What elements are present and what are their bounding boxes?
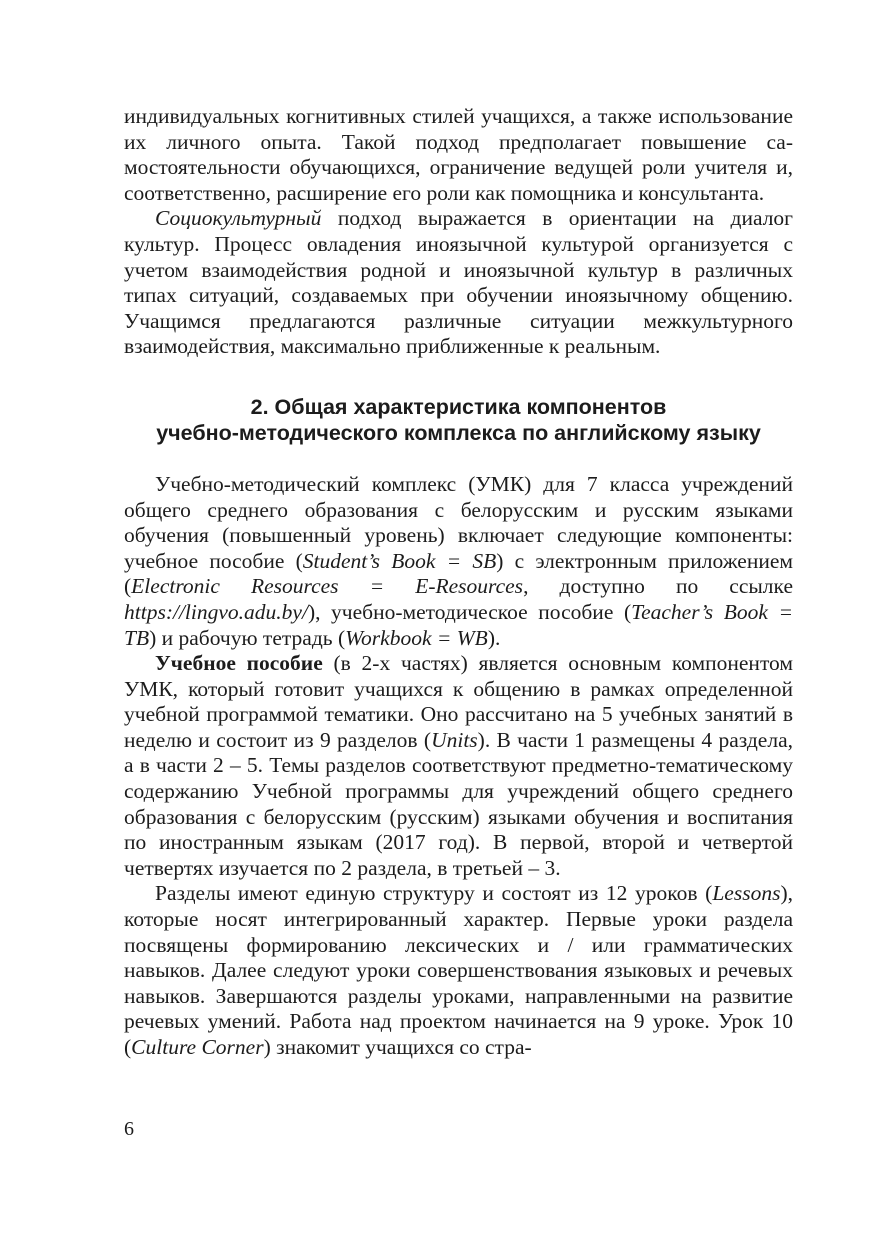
section-heading-line-1: 2. Общая характеристика компонентов	[250, 394, 667, 419]
term-sociocultural: Социокультурный	[155, 206, 322, 231]
paragraph-3: Учебно-методический комплекс (УМК) для 7 класса учреждений общего среднего образования с белорусским и русским языками обучения (повышенный уровень) включает следующие компоненты: учебное пособие (Student’s Book = SB) с электронным приложением (Electronic Resources = E-Resources, доступно по ссылке https://lingvo.adu.by/), учебно-методическое пособие (Teacher’s Book = TB) и рабочую тетрадь (Workbook = WB).	[124, 471, 794, 650]
section-heading	[124, 394, 793, 446]
paragraph-2: Социокультурный подход выражается в ориентации на диалог культур. Процесс овладения иноязычной культурой организуется с учетом взаимодействия родной и иноязычной культур в различных типах ситуаций, создаваемых при обучении иноязычному общению. Учащимся предлагаются различные ситуации межкультурного взаимодействия, максимально приближенные к реальным.	[124, 206, 793, 359]
page-number: 6	[124, 1118, 134, 1140]
paragraph-4: Учебное пособие (в 2-х частях) является основным компонентом УМК, который готовит учащихся к общению в рамках определенной учебной программой тематики. Оно рассчитано на 5 учебных занятий в неделю и состоит из 9 разделов (Units). В части 1 размещены 4 раздела, а в части 2 – 5. Темы разделов соответствуют предметно-тематическому содержанию Учебной программы для учреждений общего среднего образования с белорусским (русским) языками обучения и воспитания по иностранным языкам (2017 год). В первой, второй и четвертой четвертях изучается по 2 раздела, в третьей – 3.	[124, 651, 793, 880]
resource-link[interactable]: https://lingvo.adu.by/	[124, 599, 308, 624]
page-body	[124, 104, 793, 1061]
section-heading-line-2: учебно-методического комплекса по английскому языку	[156, 420, 761, 445]
term-textbook: Учебное пособие	[155, 651, 323, 676]
paragraph-5: Разделы имеют единую структуру и состоят из 12 уроков (Lessons), которые носят интегрированный характер. Первые уроки раздела посвящены формированию лексических и / или грамматических навыков. Далее следуют уроки совершенствования языковых и речевых навыков. Завершаются разделы уроками, направленными на развитие речевых умений. Работа над проектом начинается на 9 уроке. Урок 10 (Culture Corner) знакомит учащихся со стра-	[124, 881, 793, 1059]
paragraph-1: индивидуальных когнитивных стилей учащихся, а также использование их личного опыта. Такой подход предполагает повышение самостоятельности обучающихся, ограничение ведущей роли учителя и, соответственно, расширение его роли как помощника и консультанта.	[124, 104, 793, 205]
